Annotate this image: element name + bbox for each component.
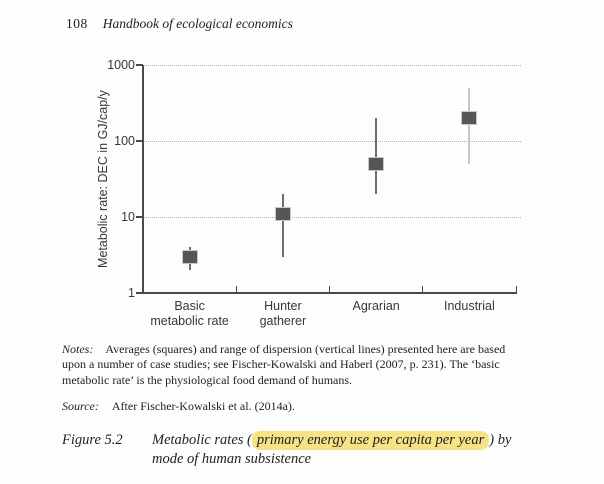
notes-line (62, 342, 505, 357)
data-point-square (182, 250, 198, 264)
gridline (144, 65, 521, 66)
x-category-label-line: Agrarian (352, 299, 400, 313)
data-point-square (275, 207, 291, 221)
caption-line2: mode of human subsistence (152, 451, 312, 467)
x-category-label-line: gatherer (259, 314, 307, 328)
figure-notes (62, 342, 505, 388)
gridline (144, 217, 521, 218)
caption-post: ) by (489, 432, 512, 448)
y-axis-line (142, 65, 143, 293)
x-category-label-line: Industrial (444, 299, 495, 313)
source-text: After Fischer-Kowalski et al. (2014a). (111, 399, 295, 413)
y-tick-label: 10 (121, 210, 135, 224)
x-axis-line (142, 292, 517, 294)
figure-caption-text (152, 431, 511, 469)
figure-caption (62, 431, 511, 469)
y-tick-label: 1000 (107, 58, 135, 72)
data-point-square (461, 111, 477, 125)
x-category-label-line: metabolic rate (150, 314, 229, 328)
notes-line: upon a number of case studies; see Fischer-Kowalski and Haberl (2007, p. 231). The ‘basic (62, 357, 500, 372)
y-tick-label: 100 (114, 134, 135, 148)
notes-label: Notes: (62, 342, 94, 356)
figure-caption-label: Figure 5.2 (62, 432, 123, 448)
notes-line: metabolic rate’ is the physiological food demand of humans. (62, 372, 353, 387)
book-title: Handbook of ecological economics (102, 16, 293, 31)
page-number: 108 (66, 16, 88, 31)
caption-pre: Metabolic rates ( (152, 432, 252, 448)
notes-text: Averages (squares) and range of dispersion (vertical lines) presented here are based (105, 342, 506, 356)
source-label: Source: (62, 399, 99, 413)
x-category-label-line: Hunter (264, 299, 302, 313)
x-category-label-line: Basic (174, 299, 205, 313)
y-axis-label: Metabolic rate: DEC in GJ/cap/y (96, 90, 110, 268)
figure-source (62, 399, 295, 414)
caption-highlight: primary energy use per capita per year (252, 431, 489, 450)
y-tick-label: 1 (128, 286, 135, 300)
data-point-square (368, 157, 384, 171)
gridline (144, 141, 521, 142)
x-category-label (409, 299, 529, 314)
error-bar (282, 194, 284, 257)
error-bar (468, 88, 470, 164)
